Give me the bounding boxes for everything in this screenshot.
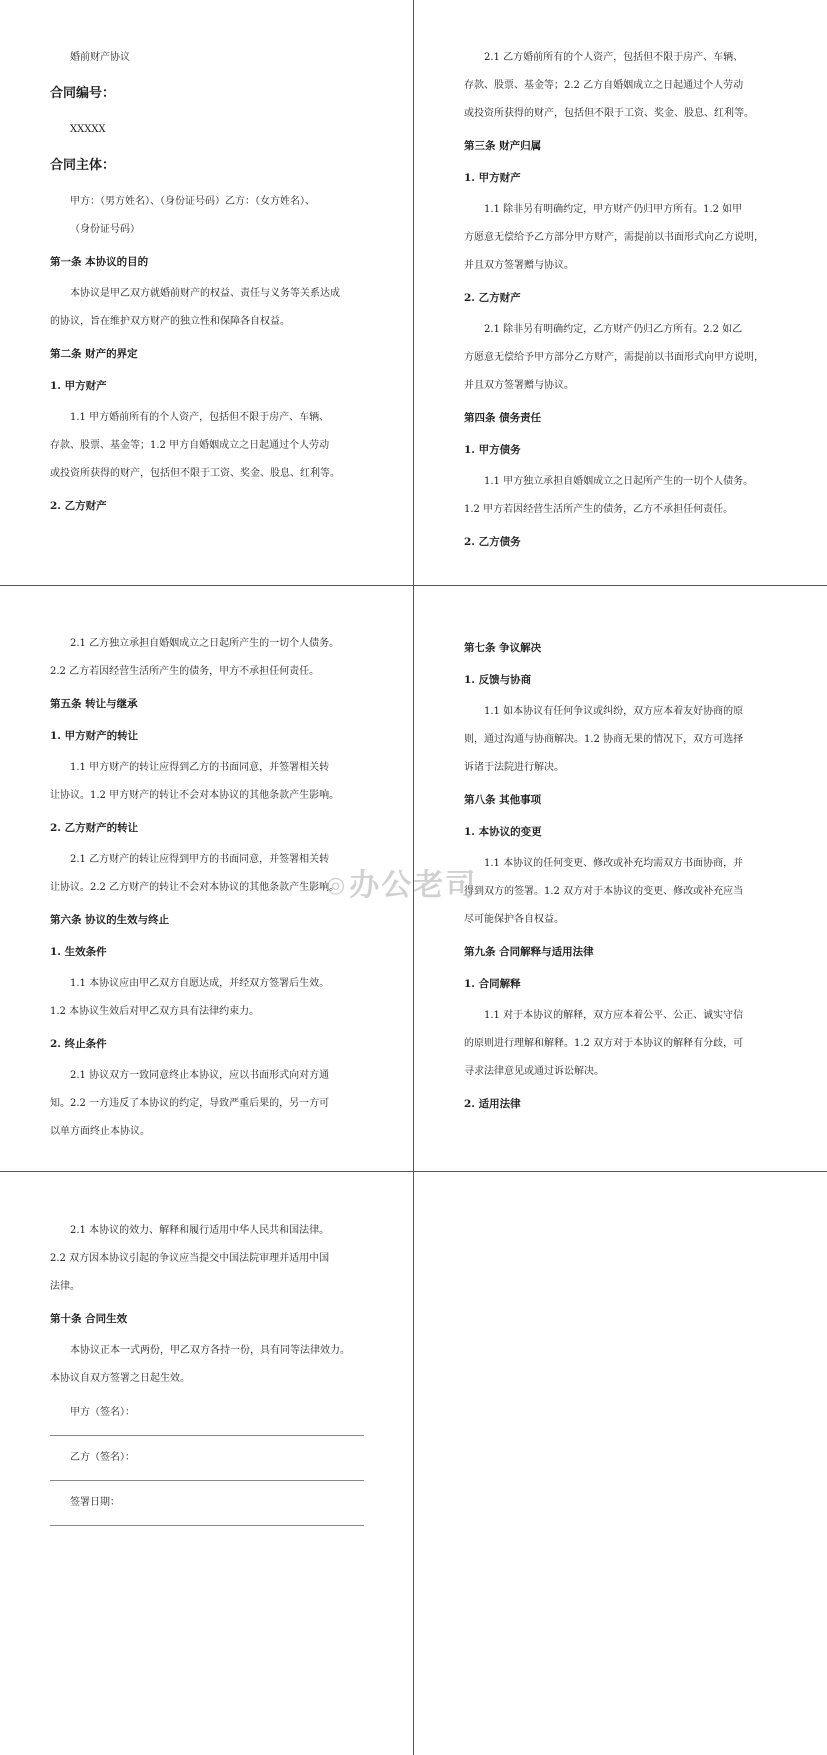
section-heading: 2. 终止条件 — [50, 1038, 107, 1050]
paragraph-line: 2.1 乙方独立承担自婚姻成立之日起所产生的一切个人债务。 — [70, 638, 340, 649]
paragraph-line: 尽可能保护各自权益。 — [464, 914, 564, 925]
paragraph-line: 甲方：（男方姓名）、（身份证号码）乙方：（女方姓名）、 — [70, 196, 315, 207]
paragraph-line: 2.1 协议双方一致同意终止本协议，应以书面形式向对方通 — [70, 1070, 330, 1081]
section-heading: 1. 生效条件 — [50, 946, 107, 958]
paragraph-line: 得到双方的签署。1.2 双方对于本协议的变更、修改或补充应当 — [464, 886, 744, 897]
article-heading: 第六条 协议的生效与终止 — [50, 914, 170, 926]
paragraph-line: 本协议正本一式两份，甲乙双方各持一份，具有同等法律效力。 — [70, 1345, 350, 1356]
sign-date-label: 签署日期： — [70, 1497, 120, 1508]
paragraph-line: 1.1 甲方财产的转让应得到乙方的书面同意，并签署相关转 — [70, 762, 330, 773]
paragraph-line: 2.1 除非另有明确约定，乙方财产仍归乙方所有。2.2 如乙 — [484, 324, 743, 335]
article-heading: 第七条 争议解决 — [464, 642, 542, 654]
page-divider-horizontal — [0, 1171, 827, 1172]
party-b-signature-line — [50, 1480, 364, 1481]
paragraph-line: 或投资所获得的财产，包括但不限于工资、奖金、股息、红利等。 — [50, 468, 340, 479]
contract-parties-label: 合同主体： — [50, 158, 116, 173]
article-heading: 第五条 转让与继承 — [50, 698, 138, 710]
paragraph-line: 1.1 本协议应由甲乙双方自愿达成，并经双方签署后生效。 — [70, 978, 330, 989]
paragraph-line: 让协议。2.2 乙方财产的转让不会对本协议的其他条款产生影响。 — [50, 882, 340, 893]
page-2 — [464, 44, 794, 560]
paragraph-line: 则，通过沟通与协商解决。1.2 协商无果的情况下，双方可选择 — [464, 734, 744, 745]
document-title: 婚前财产协议 — [70, 52, 130, 63]
paragraph-line: 2.1 本协议的效力、解释和履行适用中华人民共和国法律。 — [70, 1225, 330, 1236]
article-heading: 第三条 财产归属 — [464, 140, 542, 152]
paragraph-line: 存款、股票、基金等；2.2 乙方自婚姻成立之日起通过个人劳动 — [464, 80, 744, 91]
paragraph-line: 存款、股票、基金等；1.2 甲方自婚姻成立之日起通过个人劳动 — [50, 440, 330, 451]
article-heading: 第十条 合同生效 — [50, 1313, 128, 1325]
watermark — [326, 860, 477, 904]
section-heading: 2. 乙方财产的转让 — [50, 822, 139, 834]
article-heading: 第一条 本协议的目的 — [50, 256, 149, 268]
paragraph-line: （身份证号码） — [70, 224, 140, 235]
party-a-signature-line — [50, 1435, 364, 1436]
paragraph-line: 1.1 除非另有明确约定，甲方财产仍归甲方所有。1.2 如甲 — [484, 204, 743, 215]
paragraph-line: 的原则进行理解和解释。1.2 双方对于本协议的解释有分歧，可 — [464, 1038, 744, 1049]
paragraph-line: 的协议，旨在维护双方财产的独立性和保障各自权益。 — [50, 316, 290, 327]
section-heading: 1. 甲方债务 — [464, 444, 521, 456]
sign-date-line — [50, 1525, 364, 1526]
party-a-signature-label: 甲方（签名）： — [70, 1407, 135, 1418]
paragraph-line: 并且双方签署赠与协议。 — [464, 380, 574, 391]
paragraph-line: 1.1 本协议的任何变更、修改或补充均需双方书面协商，并 — [484, 858, 744, 869]
contract-number-label: 合同编号： — [50, 86, 116, 101]
paragraph-line: 寻求法律意见或通过诉讼解决。 — [464, 1066, 604, 1077]
page-4 — [464, 630, 794, 1122]
paragraph-line: 知。2.2 一方违反了本协议的约定，导致严重后果的，另一方可 — [50, 1098, 330, 1109]
page-1 — [50, 44, 380, 524]
article-heading: 第二条 财产的界定 — [50, 348, 138, 360]
contract-number: XXXXX — [70, 124, 106, 135]
section-heading: 2. 乙方财产 — [50, 500, 107, 512]
paragraph-line: 并且双方签署赠与协议。 — [464, 260, 574, 271]
section-heading: 2. 乙方财产 — [464, 292, 521, 304]
paragraph-line: 本协议是甲乙双方就婚前财产的权益、责任与义务等关系达成 — [70, 288, 340, 299]
paragraph-line: 诉诸于法院进行解决。 — [464, 762, 564, 773]
page-5 — [50, 1217, 380, 1534]
paragraph-line: 2.1 乙方婚前所有的个人资产，包括但不限于房产、车辆、 — [484, 52, 744, 63]
paragraph-line: 1.2 甲方若因经营生活所产生的债务，乙方不承担任何责任。 — [464, 504, 734, 515]
article-heading: 第九条 合同解释与适用法律 — [464, 946, 594, 958]
watermark-logo-icon: ◎ — [326, 873, 348, 898]
section-heading: 1. 甲方财产的转让 — [50, 730, 139, 742]
paragraph-line: 1.2 本协议生效后对甲乙双方具有法律约束力。 — [50, 1006, 260, 1017]
paragraph-line: 1.1 对于本协议的解释，双方应本着公平、公正、诚实守信 — [484, 1010, 744, 1021]
paragraph-line: 方愿意无偿给予乙方部分甲方财产，需提前以书面形式向乙方说明， — [464, 232, 764, 243]
section-heading: 1. 甲方财产 — [464, 172, 521, 184]
party-b-signature-label: 乙方（签名）： — [70, 1452, 135, 1463]
section-heading: 1. 甲方财产 — [50, 380, 107, 392]
article-heading: 第四条 债务责任 — [464, 412, 542, 424]
paragraph-line: 以单方面终止本协议。 — [50, 1126, 150, 1137]
page-divider-horizontal — [0, 585, 827, 586]
section-heading: 1. 合同解释 — [464, 978, 521, 990]
paragraph-line: 2.2 双方因本协议引起的争议应当提交中国法院审理并适用中国 — [50, 1253, 330, 1264]
section-heading: 2. 乙方债务 — [464, 536, 521, 548]
paragraph-line: 或投资所获得的财产，包括但不限于工资、奖金、股息、红利等。 — [464, 108, 754, 119]
paragraph-line: 1.1 甲方婚前所有的个人资产，包括但不限于房产、车辆、 — [70, 412, 330, 423]
watermark-text: 办公老司 — [349, 868, 478, 903]
section-heading: 1. 反馈与协商 — [464, 674, 532, 686]
section-heading: 1. 本协议的变更 — [464, 826, 542, 838]
article-heading: 第八条 其他事项 — [464, 794, 542, 806]
paragraph-line: 让协议。1.2 甲方财产的转让不会对本协议的其他条款产生影响。 — [50, 790, 340, 801]
paragraph-line: 1.1 如本协议有任何争议或纠纷，双方应本着友好协商的原 — [484, 706, 744, 717]
paragraph-line: 方愿意无偿给予甲方部分乙方财产，需提前以书面形式向甲方说明， — [464, 352, 764, 363]
paragraph-line: 2.2 乙方若因经营生活所产生的债务，甲方不承担任何责任。 — [50, 666, 320, 677]
paragraph-line: 法律。 — [50, 1281, 80, 1292]
paragraph-line: 本协议自双方签署之日起生效。 — [50, 1373, 190, 1384]
section-heading: 2. 适用法律 — [464, 1098, 521, 1110]
paragraph-line: 2.1 乙方财产的转让应得到甲方的书面同意，并签署相关转 — [70, 854, 330, 865]
paragraph-line: 1.1 甲方独立承担自婚姻成立之日起所产生的一切个人债务。 — [484, 476, 754, 487]
